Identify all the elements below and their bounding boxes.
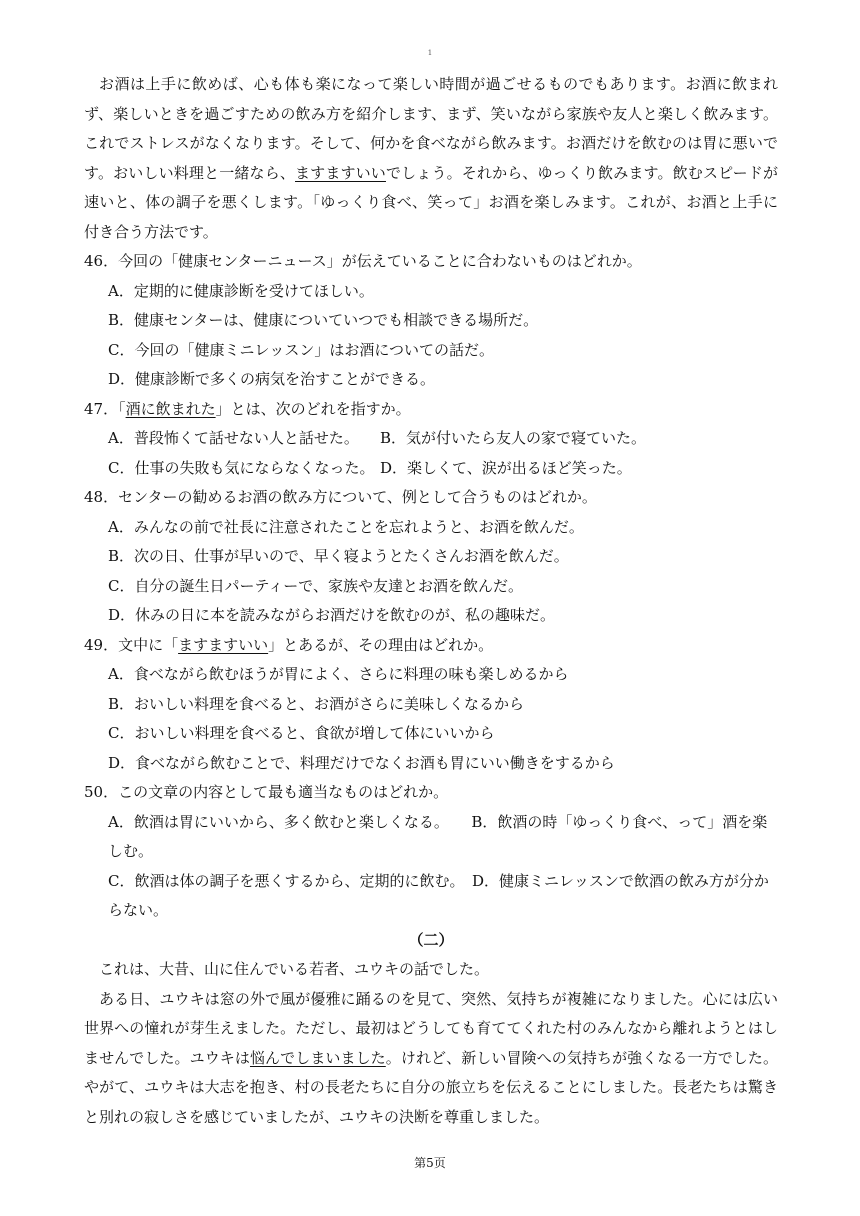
question-47-option-c: C．仕事の失敗も気にならなくなった。 bbox=[108, 458, 375, 477]
passage-2-paragraph-2 bbox=[84, 985, 778, 1133]
question-48-option-d: D．休みの日に本を読みながらお酒だけを飲むのが、私の趣味だ。 bbox=[108, 606, 556, 624]
question-49-stem bbox=[84, 631, 778, 661]
passage-1-underlined: ますますいい bbox=[295, 163, 386, 182]
question-46-option-b: B．健康センターは、健康についていつでも相談できる場所だ。 bbox=[108, 311, 539, 329]
document-body bbox=[84, 70, 778, 1132]
passage-1-text-b: でしょう。それから、ゆっくり飲みます。飲むスピードが速いと、体の調子を悪くします。「ゆっくり食べ、笑って」お酒を楽しみます。これが、お酒と上手に付き合う方法です。 bbox=[84, 163, 778, 241]
question-48-option-a: A．みんなの前で社長に注意されたことを忘れようと、お酒を飲んだ。 bbox=[108, 517, 584, 536]
question-50-option-a: A．飲酒は胃にいいから、多く飲むと楽しくなる。 bbox=[108, 812, 449, 831]
question-50-stem: 50．この文章の内容として最も適当なものはどれか。 bbox=[84, 783, 449, 801]
passage-1-text-a: お酒は上手に飲めば、心も体も楽になって楽しい時間が過ごせるものでもあります。お酒に飲まれず、楽しいときを過ごすための飲み方を紹介します、まず、笑いながら家族や友人と楽しく飲みます。これでストレスがなくなります。そして、何かを食べながら飲みます。お酒だけを飲むのは胃に悪いです。おいしい料理と一緒なら、 bbox=[84, 75, 778, 182]
question-48-stem: 48．センターの勧めるお酒の飲み方について、例として合うものはどれか。 bbox=[84, 488, 597, 506]
question-49-stem-post: 」とあるが、その理由はどれか。 bbox=[268, 635, 494, 654]
question-50-option-b: B．飲酒の時「ゆっくり食べ、って」酒を楽しむ。 bbox=[108, 812, 768, 860]
question-46-stem: 46．今回の「健康センターニュース」が伝えていることに合わないものはどれか。 bbox=[84, 252, 642, 270]
passage-2-text-b: 。けれど、新しい冒険への気持ちが強くなる一方でした。やがて、ユウキは大志を抱き、村の長老たちに自分の旅立ちを伝えることにしました。長老たちは驚きと別れの寂しさを感じていましたが、ユウキの決断を尊重しました。 bbox=[84, 1048, 778, 1126]
question-48-option-b: B．次の日、仕事が早いので、早く寝ようとたくさんお酒を飲んだ。 bbox=[108, 547, 569, 565]
question-47-option-a: A．普段怖くて話せない人と話せた。 bbox=[108, 429, 359, 447]
question-47-options-row-2 bbox=[108, 454, 778, 484]
passage-2-text-a: ある日、ユウキは窓の外で風が優雅に踊るのを見て、突然、気持ちが複雑になりました。心には広い世界への憧れが芽生えました。ただし、最初はどうしても育ててくれた村のみんなから離れようとはしませんでした。ユウキは bbox=[84, 989, 778, 1067]
question-49-option-a: A．食べながら飲むほうが胃によく、さらに料理の味も楽しめるから bbox=[108, 665, 569, 683]
question-50-option-d: D．健康ミニレッスンで飲酒の飲み方が分からない。 bbox=[108, 871, 769, 919]
passage-2-paragraph-1: これは、大昔、山に住んでいる若者、ユウキの話でした。 bbox=[99, 960, 490, 978]
question-46-option-d: D．健康診断で多くの病気を治すことができる。 bbox=[108, 370, 436, 388]
question-49-stem-pre: 49．文中に「 bbox=[84, 635, 179, 654]
question-47-options-row-1 bbox=[108, 424, 778, 454]
question-47-stem-post: 」とは、次のどれを指すか。 bbox=[215, 399, 411, 418]
question-49-option-b: B．おいしい料理を食べると、お酒がさらに美味しくなるから bbox=[108, 694, 525, 713]
question-48-option-c: C．自分の誕生日パーティーで、家族や友達とお酒を飲んだ。 bbox=[108, 576, 523, 595]
question-47-stem-pre: 47．「 bbox=[84, 399, 126, 418]
question-46-option-a: A．定期的に健康診断を受けてほしい。 bbox=[108, 281, 374, 300]
page-number: 第5页 bbox=[414, 1156, 446, 1170]
question-47-option-b: B．気が付いたら友人の家で寝ていた。 bbox=[380, 429, 647, 447]
question-50-options-ab bbox=[108, 808, 778, 867]
passage-2-underlined: 悩んでしまいました bbox=[249, 1048, 386, 1067]
top-page-mark: 1 bbox=[427, 49, 433, 57]
question-47-stem bbox=[84, 395, 778, 425]
question-50-option-c: C．飲酒は体の調子を悪くするから、定期的に飲む。 bbox=[108, 871, 465, 890]
passage-1 bbox=[84, 70, 778, 247]
question-50-options-cd bbox=[108, 867, 778, 926]
section-2-title: （二） bbox=[408, 930, 454, 949]
question-49-option-d: D．食べながら飲むことで、料理だけでなくお酒も胃にいい働きをするから bbox=[108, 753, 615, 772]
question-47-option-d: D．楽しくて、涙が出るほど笑った。 bbox=[380, 458, 632, 477]
question-49-option-c: C．おいしい料理を食べると、食欲が増して体にいいから bbox=[108, 724, 495, 742]
question-49-stem-underlined: ますますいい bbox=[178, 635, 269, 654]
question-46-option-c: C．今回の「健康ミニレッスン」はお酒についての話だ。 bbox=[108, 340, 495, 359]
question-47-stem-underlined: 酒に飲まれた bbox=[125, 399, 216, 418]
